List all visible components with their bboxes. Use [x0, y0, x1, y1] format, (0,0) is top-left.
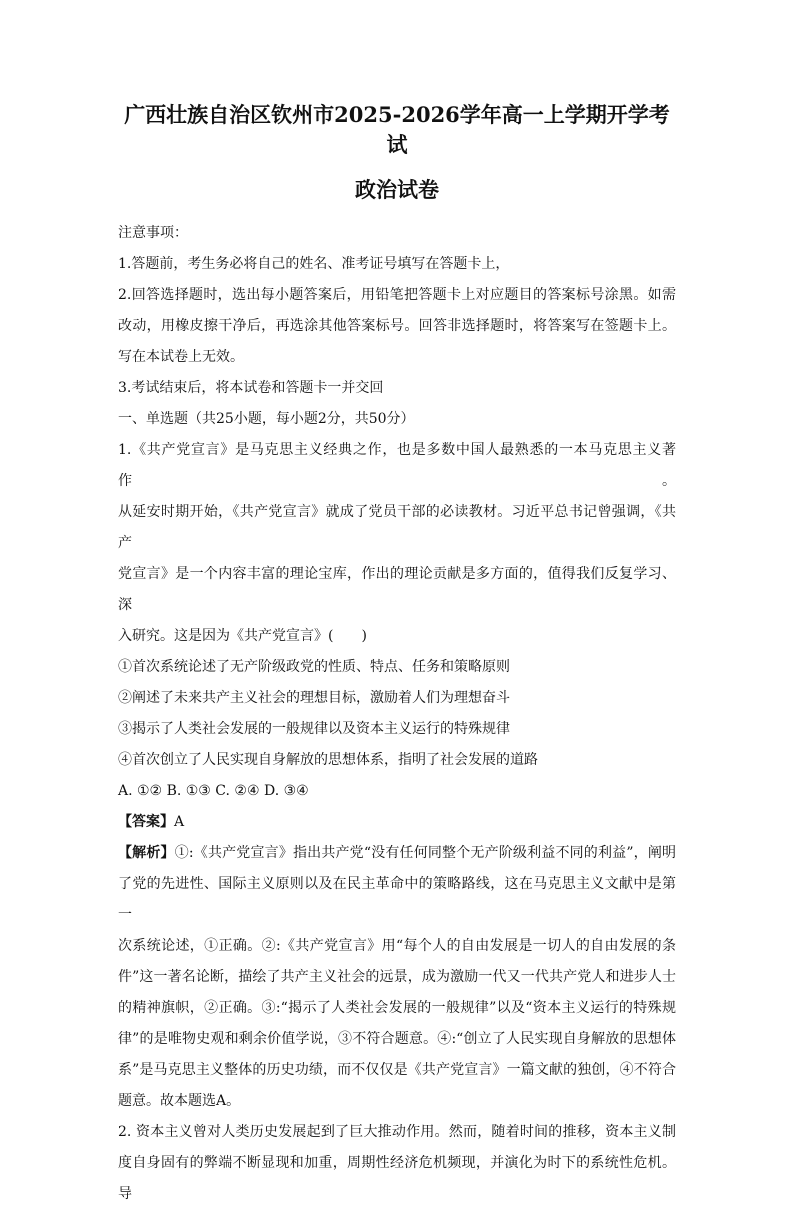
question-1 — [118, 435, 676, 1117]
analysis-line: 次系统论述，①正确。②:《共产党宣言》用“每个人的自由发展是一切人的自由发展的条 — [118, 938, 676, 954]
exam-title: 广西壮族自治区钦州市2025-2026学年高一上学期开学考试 — [124, 102, 670, 157]
analysis-line: 的精神旗帜，②正确。③:“揭示了人类社会发展的一般规律”以及“资本主义运行的特殊规 — [118, 1000, 676, 1016]
question-stem-line: 1.《共产党宣言》是马克思主义经典之作，也是多数中国人最熟悉的一本马克思主义著作。 — [118, 442, 676, 489]
analysis-line: 件”这一著名论断，描绘了共产主义社会的远景，成为激励一代又一代共产党人和进步人士 — [118, 969, 676, 985]
question-option: ①首次系统论述了无产阶级政党的性质、特点、任务和策略原则 — [118, 659, 510, 675]
notice-line: 3.考试结束后，将本试卷和答题卡一并交回 — [118, 380, 384, 396]
question-stem-line: 度自身固有的弊端不断显现和加重，周期性经济危机频现，并演化为时下的系统性危机。导 — [118, 1155, 676, 1202]
question-stem-line: 2. 资本主义曾对人类历史发展起到了巨大推动作用。然而，随着时间的推移，资本主义制 — [118, 1124, 676, 1140]
answer-line — [118, 807, 676, 838]
analysis-line: 题意。故本题选A。 — [118, 1093, 241, 1109]
analysis-label: 【解析】 — [118, 845, 175, 861]
exam-subtitle: 政治试卷 — [355, 177, 439, 202]
notice-line: 2.回答选择题时，选出每小题答案后，用铅笔把答题卡上对应题目的答案标号涂黑。如需 — [118, 287, 676, 303]
answer-label: 【答案】 — [118, 814, 174, 830]
question-option: ②阐述了未来共产主义社会的理想目标，激励着人们为理想奋斗 — [118, 690, 510, 706]
question-stem-line: 从延安时期开始，《共产党宣言》就成了党员干部的必读教材。习近平总书记曾强调，《共产 — [118, 504, 676, 551]
analysis-line: 了党的先进性、国际主义原则以及在民主革命中的策略路线，这在马克思主义文献中是第一 — [118, 876, 676, 923]
question-stem-line: 党宣言》是一个内容丰富的理论宝库，作出的理论贡献是多方面的，值得我们反复学习、深 — [118, 566, 676, 613]
question-2 — [118, 1117, 676, 1210]
notice-line: 改动，用橡皮擦干净后，再选涂其他答案标号。回答非选择题时，将答案写在签题卡上。 — [118, 318, 676, 334]
question-option: ③揭示了人类社会发展的一般规律以及资本主义运行的特殊规律 — [118, 721, 510, 737]
analysis-text: ①:《共产党宣言》指出共产党“没有任何同整个无产阶级利益不同的利益”，阐明 — [174, 845, 677, 861]
notice-heading: 注意事项： — [118, 225, 188, 241]
question-option: ④首次创立了人民实现自身解放的思想体系，指明了社会发展的道路 — [118, 752, 538, 768]
section-heading: 一、单选题（共25小题，每小题2分，共50分） — [118, 411, 415, 427]
question-stem-line: 入研究。这是因为《共产党宣言》( ) — [118, 628, 367, 644]
analysis-line: 律”的是唯物史观和剩余价值学说，③不符合题意。④:“创立了人民实现自身解放的思想体 — [118, 1031, 676, 1047]
notice-line: 写在本试卷上无效。 — [118, 349, 244, 365]
analysis-line: 系”是马克思主义整体的历史功绩，而不仅仅是《共产党宣言》一篇文献的独创，④不符合 — [118, 1062, 676, 1078]
notice-block — [118, 218, 676, 404]
answer-choices: A. ①② B. ①③ C. ②④ D. ③④ — [118, 783, 309, 799]
analysis-line — [118, 838, 676, 869]
answer-value: A — [174, 814, 185, 830]
notice-line: 1.答题前，考生务必将自己的姓名、准考证号填写在答题卡上， — [118, 256, 510, 272]
